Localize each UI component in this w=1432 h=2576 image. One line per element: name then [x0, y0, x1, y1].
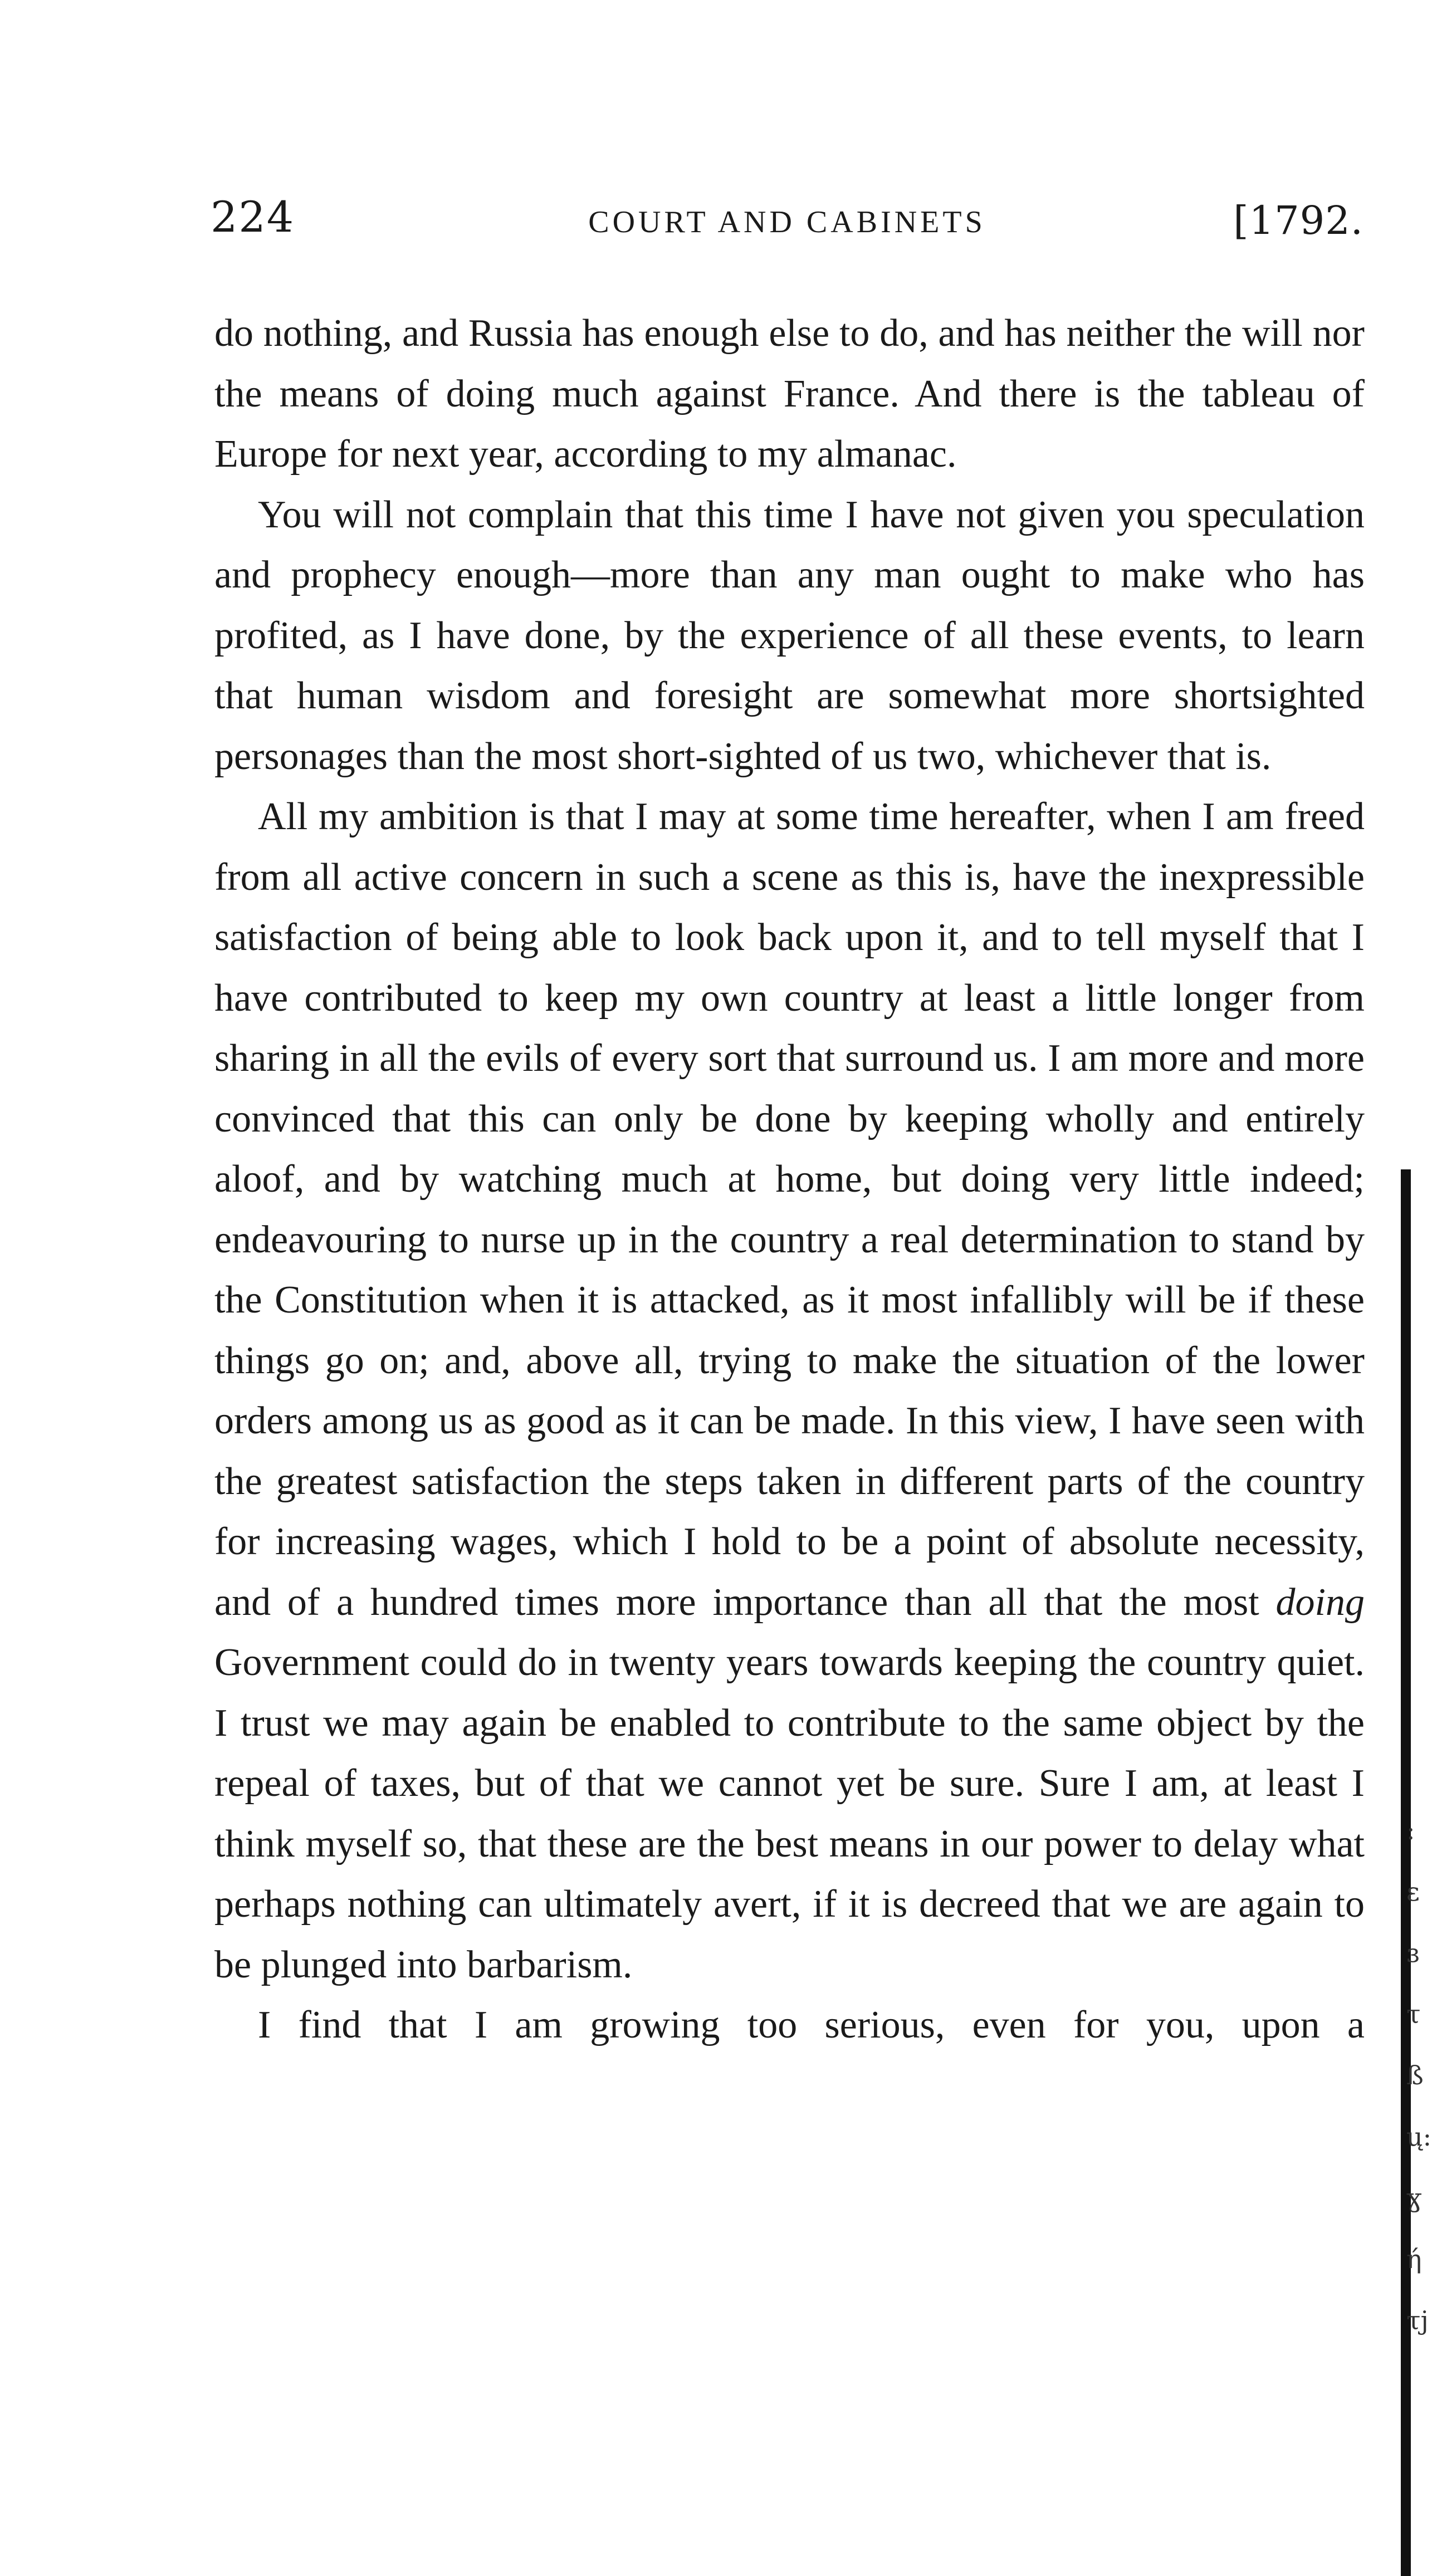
page-number: 224 [211, 192, 295, 242]
italic-word: doing [1275, 1580, 1365, 1624]
bleed-glyph-7: ɣ [1406, 2183, 1422, 2213]
paragraph-3 [214, 787, 1365, 1995]
binding-shadow [1401, 1169, 1411, 2576]
running-title: COURT AND CABINETS [588, 205, 986, 239]
bleed-glyph-8: ή [1406, 2244, 1422, 2274]
bleed-glyph-5: ß [1406, 2060, 1424, 2090]
paragraph-3-part-2: Government could do in twenty years towards keeping the country quiet. I trust we may again be enabled to contribute to the same object by the repeal of taxes, but of that we cannot yet be sure. Sure I am, at least I think myself so, that these are the best means in our power to delay what perhaps nothing can ultimately avert, if it is decreed that we are again to be plunged into barbarism. [214, 1641, 1365, 1986]
paragraph-3-part-1: All my ambition is that I may at some time hereafter, when I am freed from all active concern in such a scene as this is, have the inexpressible satisfaction of being able to look back upon it, and to tell myself that I have contributed to keep my own country at least a little longer from sharing in all the evils of every sort that surround us. I am more and more convinced that this can only be done by keeping wholly and entirely aloof, and by watching much at home, but doing very little indeed; endeavouring to nurse up in the country a real determination to stand by the Constitution when it is attacked, as it most infallibly will be if these things go on; and, above all, trying to make the situation of the lower orders among us as good as it can be made. In this view, I have seen with the greatest satisfaction the steps taken in different parts of the country for increasing wages, which I hold to be a point of absolute necessity, and of a hundred times more importance than all that the most [214, 795, 1365, 1624]
paragraph-4: I find that I am growing too serious, even for you, upon a [258, 2004, 1365, 2046]
body-text [214, 303, 1365, 2056]
bleed-glyph-2: ε [1406, 1877, 1420, 1907]
paragraph-2: You will not complain that this time I have not given you speculation and prophecy enough—more than any man ought to make who has profited, as I have done, by the experience of all these events, to learn that human wisdom and foresight are somewhat more shortsighted personages than the most short-sighted of us two, whichever that is. [214, 493, 1365, 778]
bleed-glyph-4: τ [1406, 1999, 1421, 2029]
bleed-glyph-9: τϳ [1406, 2305, 1429, 2335]
running-date: [1792. [1233, 198, 1363, 243]
bleed-glyph-1: : [1406, 1815, 1415, 1845]
bleed-glyph-3: ɜ [1406, 1938, 1420, 1968]
running-header [211, 192, 1363, 253]
paragraph-1: do nothing, and Russia has enough else to do, and has neither the will nor the means of doing much against France. And there is the tableau of Europe for next year, according to my almanac. [214, 312, 1365, 476]
bleed-glyph-6: ų: [1406, 2122, 1432, 2152]
